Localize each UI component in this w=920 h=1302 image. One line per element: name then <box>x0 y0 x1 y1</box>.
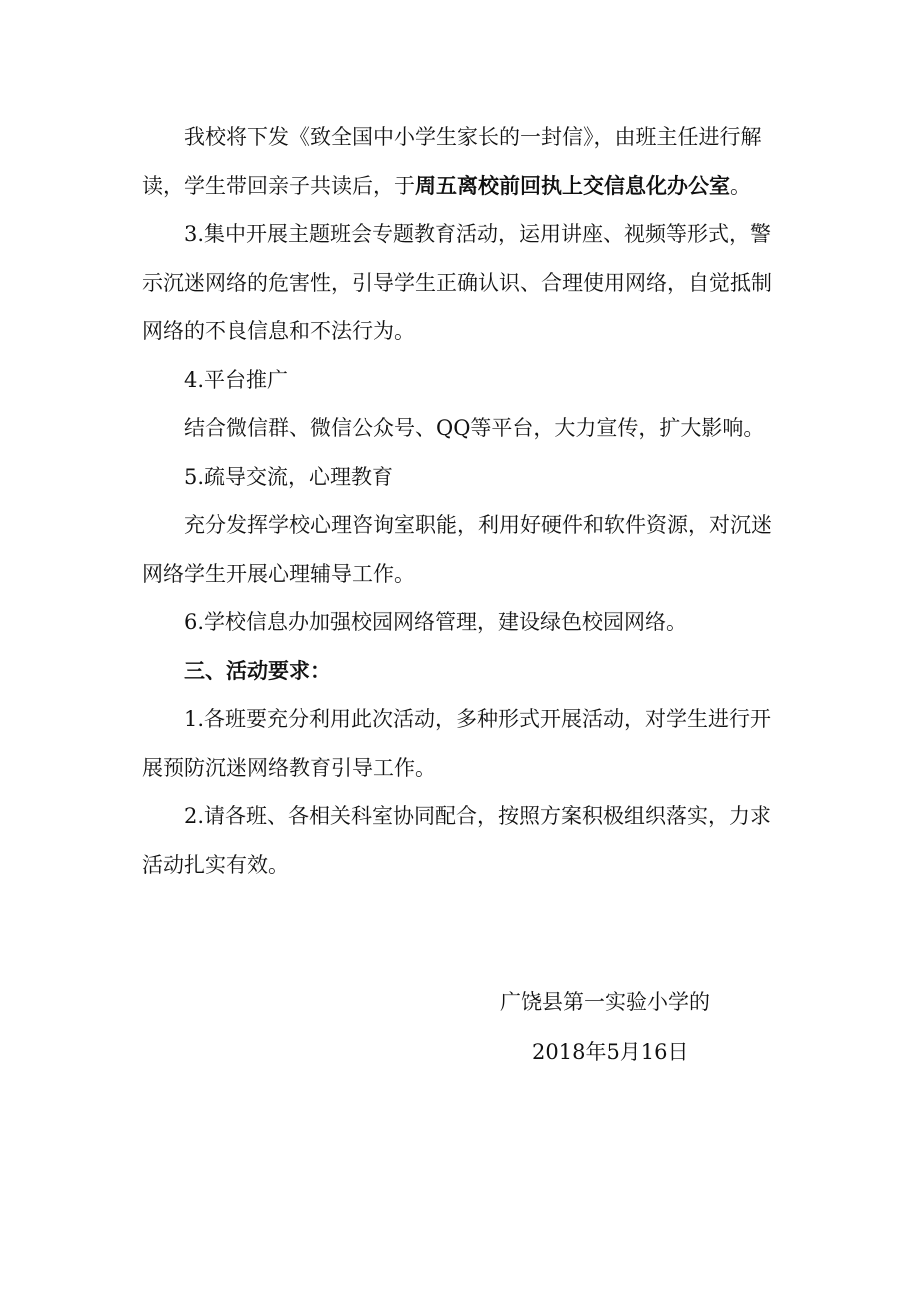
signature-date: 2018年5月16日 <box>532 1040 689 1064</box>
paragraph-1-end: 。 <box>730 174 751 198</box>
item-3-line-2: 示沉迷网络的危害性，引导学生正确认识、合理使用网络，自觉抵制 <box>142 271 772 295</box>
item-3-line-3: 网络的不良信息和不法行为。 <box>142 319 415 343</box>
requirement-1-line-1: 1.各班要充分利用此次活动，多种形式开展活动，对学生进行开 <box>184 707 772 731</box>
item-4-text: 结合微信群、微信公众号、QQ等平台，大力宣传，扩大影响。 <box>184 416 765 440</box>
item-5-line-1: 充分发挥学校心理咨询室职能，利用好硬件和软件资源，对沉迷 <box>184 513 772 537</box>
item-5-title: 5.疏导交流，心理教育 <box>184 465 394 489</box>
paragraph-1-line-2 <box>142 171 751 201</box>
item-5-line-2: 网络学生开展心理辅导工作。 <box>142 562 415 586</box>
item-4-title: 4.平台推广 <box>184 368 289 392</box>
paragraph-1-emphasis: 周五离校前回执上交信息化办公室 <box>415 173 730 198</box>
section-heading: 三、活动要求： <box>184 659 331 683</box>
requirement-2-line-1: 2.请各班、各相关科室协同配合，按照方案积极组织落实，力求 <box>184 804 772 828</box>
paragraph-1-line-1: 我校将下发《致全国中小学生家长的一封信》，由班主任进行解 <box>184 125 762 149</box>
requirement-1-line-2: 展预防沉迷网络教育引导工作。 <box>142 756 436 780</box>
requirement-2-line-2: 活动扎实有效。 <box>142 853 289 877</box>
item-3-line-1: 3.集中开展主题班会专题教育活动，运用讲座、视频等形式，警 <box>184 222 772 246</box>
item-6-text: 6.学校信息办加强校园网络管理，建设绿色校园网络。 <box>184 610 688 634</box>
signature-organization: 广饶县第一实验小学的 <box>500 990 710 1014</box>
paragraph-1-text: 读，学生带回亲子共读后，于 <box>142 174 415 198</box>
